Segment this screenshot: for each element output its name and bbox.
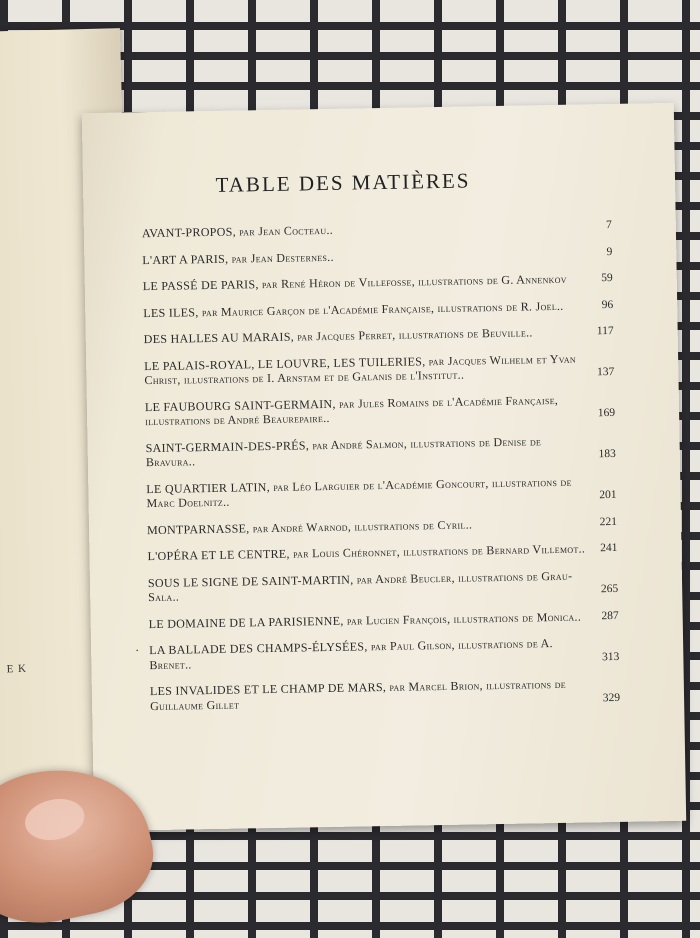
toc-page-number: 221	[599, 515, 618, 528]
toc-entry	[135, 635, 620, 672]
toc-entry	[142, 218, 612, 241]
thumbnail-nail	[21, 794, 88, 846]
toc-entry-text: L'OPÉRA ET LE CENTRE, par Louis Chéronnet, illustrations de Bernard Villemot..	[147, 541, 586, 564]
book-page	[82, 103, 686, 831]
toc-entry	[146, 432, 616, 469]
toc-entry-text: SAINT-GERMAIN-DES-PRÉS, par André Salmon, illustrations de Denise de Bravura..	[145, 433, 542, 470]
toc-entry	[144, 324, 614, 347]
toc-entry	[145, 391, 615, 428]
toc-entry	[147, 541, 617, 564]
toc-entry	[148, 567, 618, 604]
toc-entry	[143, 271, 613, 294]
toc-page-number: 287	[601, 609, 619, 622]
toc-entry-text: MONTPARNASSE, par André Warnod, illustrations de Cyril..	[146, 516, 473, 537]
table-of-contents	[135, 218, 621, 725]
left-page-fragment: E K	[6, 662, 28, 676]
toc-entry-text: L'ART A PARIS, par Jean Desternes..	[142, 249, 334, 267]
toc-page-number: 183	[598, 447, 616, 461]
toc-page-number: 329	[602, 691, 621, 704]
toc-entry-text: SOUS LE SIGNE DE SAINT-MARTIN, par André Beucler, illustrations de Grau-Sala..	[147, 568, 573, 605]
toc-entry-text: DES HALLES AU MARAIS, par Jacques Perret, illustrations de Beuville..	[143, 325, 533, 347]
toc-page-number: 201	[599, 488, 617, 502]
toc-entry-text: LES INVALIDES ET LE CHAMP DE MARS, par Marcel Brion, illustrations de Guillaume Gillet	[149, 676, 567, 713]
toc-entry-text: AVANT-PROPOS, par Jean Cocteau..	[141, 222, 334, 241]
toc-entry	[149, 608, 619, 631]
toc-page-number: 59	[601, 271, 613, 285]
toc-entry-text: LE FAUBOURG SAINT-GERMAIN, par Jules Romains de l'Académie Française, illustrations de André Beaurepaire..	[144, 392, 559, 429]
toc-entry	[147, 514, 617, 537]
toc-entry	[146, 473, 616, 510]
toc-entry	[150, 676, 620, 713]
toc-page-number: 137	[597, 365, 615, 379]
toc-entry-text: LA BALLADE DES CHAMPS-ÉLYSÉES, par Paul Gilson, illustrations de A. Brenet..	[149, 636, 553, 672]
toc-page-number: 96	[601, 298, 614, 311]
toc-entry-text: LE PALAIS-ROYAL, LE LOUVRE, LES TUILERIES, par Jacques Wilhelm et Yvan Christ, illustrations de I. Arnstam et de Galanis de l'Institut..	[144, 351, 577, 388]
toc-entry	[143, 297, 613, 320]
bullet-mark: ·	[135, 643, 140, 658]
toc-entry-text: LE QUARTIER LATIN, par Léo Larguier de l'Académie Goncourt, illustrations de Marc Doelnitz..	[146, 474, 572, 511]
toc-page-number: 241	[600, 541, 618, 555]
toc-entry-text: LES ILES, par Maurice Garçon de l'Académie Française, illustrations de R. Joel..	[143, 298, 564, 320]
toc-page-number: 265	[600, 582, 619, 596]
page-title: TABLE DES MATIÈRES	[215, 168, 471, 197]
toc-page-number: 169	[597, 406, 616, 420]
toc-entry-text: LE DOMAINE DE LA PARISIENNE, par Lucien François, illustrations de Monica..	[148, 609, 582, 631]
toc-page-number: 7	[605, 218, 612, 232]
toc-entry	[142, 244, 612, 267]
toc-entry	[144, 350, 614, 387]
toc-page-number: 117	[596, 324, 614, 338]
toc-page-number: 9	[606, 245, 613, 258]
toc-page-number: 313	[601, 650, 620, 663]
toc-entry-text: LE PASSÉ DE PARIS, par René Héron de Villefosse, illustrations de G. Annenkov	[142, 271, 567, 294]
